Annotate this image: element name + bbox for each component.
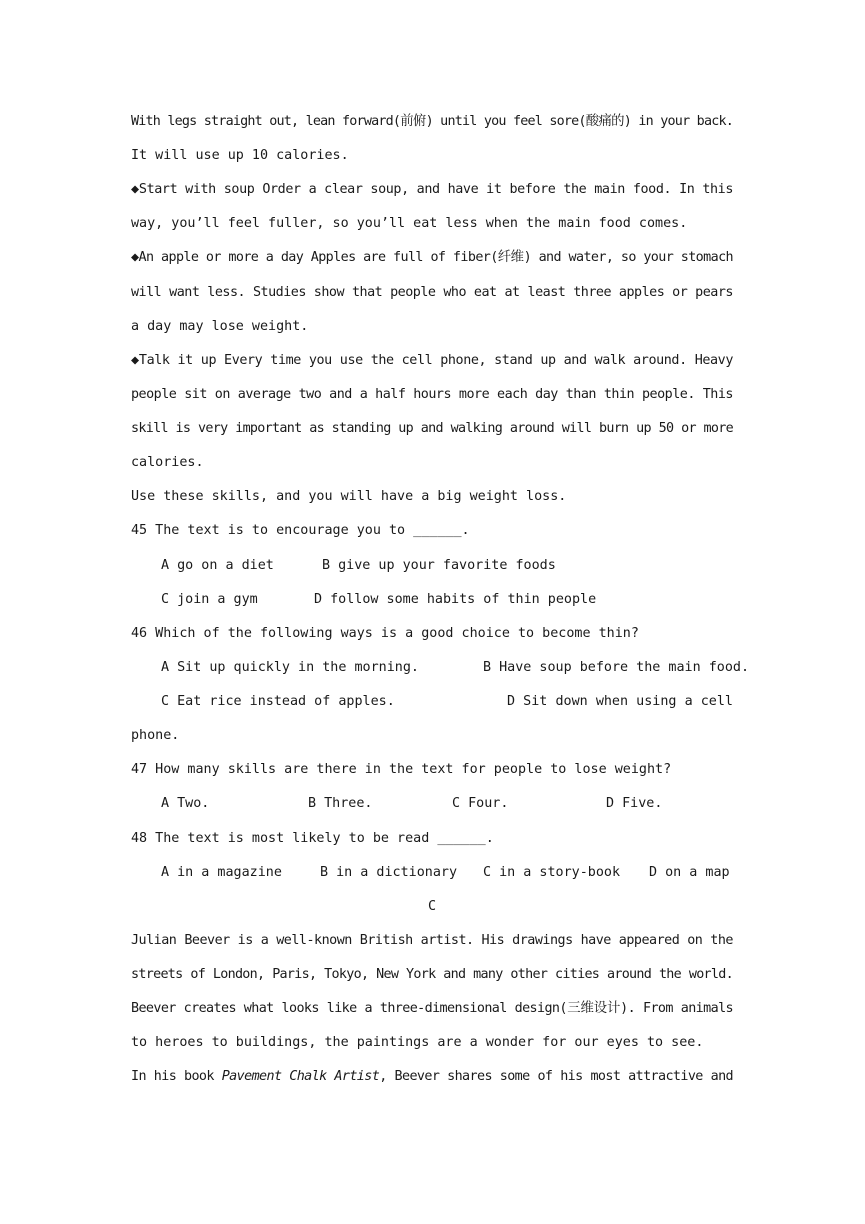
passage-line: skill is very important as standing up and walking around will burn up 50 or more xyxy=(131,421,733,436)
q47-option-b: B Three. xyxy=(308,796,373,811)
passage-line: way, you’ll feel fuller, so you’ll eat less when the main food comes. xyxy=(131,216,688,231)
passage-line: ◆Start with soup Order a clear soup, and have it before the main food. In this xyxy=(131,182,733,197)
question-46-stem: 46 Which of the following ways is a good choice to become thin? xyxy=(131,626,639,641)
q46-option-a: A Sit up quickly in the morning. xyxy=(161,660,419,675)
section-heading-c: C xyxy=(427,899,437,914)
q47-option-d: D Five. xyxy=(606,796,663,811)
passage-line-book xyxy=(131,1068,733,1086)
passage-line: Use these skills, and you will have a big weight loss. xyxy=(131,489,567,504)
q45-option-c: C join a gym xyxy=(161,592,258,607)
q45-option-a: A go on a diet xyxy=(161,558,274,573)
passage-line: It will use up 10 calories. xyxy=(131,148,349,163)
q48-option-a: A in a magazine xyxy=(161,865,282,880)
q48-option-b: B in a dictionary xyxy=(320,865,458,880)
passage-line: ◆An apple or more a day Apples are full of fiber(纤维) and water, so your stomach xyxy=(131,250,733,265)
q45-option-b: B give up your favorite foods xyxy=(322,558,556,573)
passage-line: Julian Beever is a well-known British artist. His drawings have appeared on the xyxy=(131,933,733,948)
passage-line: a day may lose weight. xyxy=(131,319,309,334)
q48-option-d: D on a map xyxy=(649,865,730,880)
book-line-prefix: In his book xyxy=(131,1069,222,1084)
passage-line: will want less. Studies show that people who eat at least three apples or pears xyxy=(131,285,733,300)
passage-line: calories. xyxy=(131,455,204,470)
passage-line: Beever creates what looks like a three-dimensional design(三维设计). From animals xyxy=(131,1001,733,1016)
q46-option-b: B Have soup before the main food. xyxy=(483,660,750,675)
book-title: Pavement Chalk Artist xyxy=(221,1069,380,1084)
passage-line: ◆Talk it up Every time you use the cell phone, stand up and walk around. Heavy xyxy=(131,353,733,368)
passage-line: people sit on average two and a half hours more each day than thin people. This xyxy=(131,387,733,402)
question-45-stem: 45 The text is to encourage you to ______. xyxy=(131,523,470,538)
q46-option-c: C Eat rice instead of apples. xyxy=(161,694,395,709)
question-48-stem: 48 The text is most likely to be read ______. xyxy=(131,831,494,846)
passage-line: to heroes to buildings, the paintings are a wonder for our eyes to see. xyxy=(131,1035,704,1050)
q46-option-d: D Sit down when using a cell xyxy=(507,694,733,709)
passage-line: With legs straight out, lean forward(前俯) until you feel sore(酸痛的) in your back. xyxy=(131,114,733,129)
q47-option-a: A Two. xyxy=(161,796,210,811)
passage-line: streets of London, Paris, Tokyo, New York and many other cities around the world. xyxy=(131,967,733,982)
q47-option-c: C Four. xyxy=(452,796,509,811)
book-line-suffix: , Beever shares some of his most attractive and xyxy=(379,1069,734,1084)
question-47-stem: 47 How many skills are there in the text for people to lose weight? xyxy=(131,762,672,777)
q45-option-d: D follow some habits of thin people xyxy=(314,592,597,607)
q46-option-d-continued: phone. xyxy=(131,728,180,743)
q48-option-c: C in a story-book xyxy=(483,865,621,880)
